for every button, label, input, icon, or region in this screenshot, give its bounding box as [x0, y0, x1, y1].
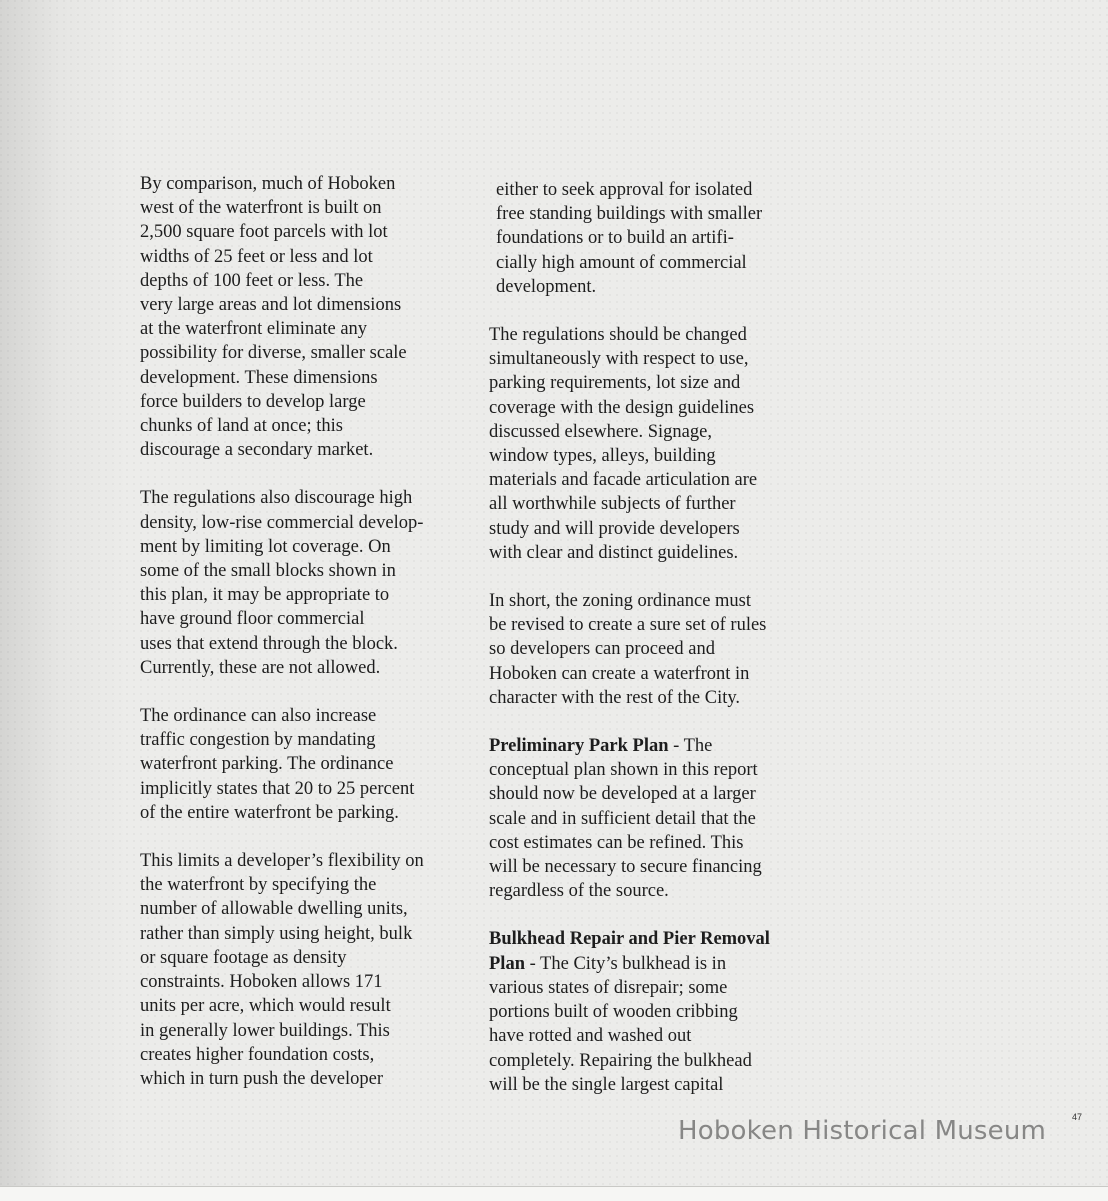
left-column: [140, 172, 455, 1115]
text-line: character with the rest of the City.: [489, 687, 741, 708]
text-line: implicitly states that 20 to 25 percent: [140, 778, 415, 799]
text-line: so developers can proceed and: [489, 639, 716, 660]
text-line: coverage with the design guidelines: [489, 397, 755, 418]
text-line: should now be developed at a larger: [489, 784, 756, 805]
text-line: either to seek approval for isolated: [496, 180, 753, 200]
text-line: widths of 25 feet or less and lot: [140, 246, 373, 267]
text-line: with clear and distinct guidelines.: [489, 542, 739, 563]
text-line: simultaneously with respect to use,: [489, 349, 749, 370]
text-line: have ground floor commercial: [140, 609, 365, 630]
text-line: will be necessary to secure financing: [489, 857, 762, 878]
text-line: window types, alleys, building: [489, 446, 716, 467]
text-line: discussed elsewhere. Signage,: [489, 421, 712, 442]
text-line: [489, 952, 794, 976]
text-line: the waterfront by specifying the: [140, 875, 377, 896]
text-line: Hoboken can create a waterfront in: [489, 663, 750, 684]
text-line: be revised to create a sure set of rules: [489, 615, 767, 636]
text-line: constraints. Hoboken allows 171: [140, 972, 383, 993]
paragraph-developer-flexibility: [140, 849, 455, 1091]
text-line: discourage a secondary market.: [140, 440, 374, 461]
paragraph-regulations-change: [489, 323, 794, 565]
paragraph-lot-dimensions: [140, 172, 455, 462]
text-line: parking requirements, lot size and: [489, 373, 741, 394]
text-line: will be the single largest capital: [489, 1074, 724, 1095]
museum-watermark: Hoboken Historical Museum: [678, 1116, 1047, 1146]
text-line: which in turn push the developer: [140, 1068, 384, 1089]
text-line: completely. Repairing the bulkhead: [489, 1050, 752, 1071]
text-line: in generally lower buildings. This: [140, 1020, 390, 1041]
paragraph-zoning-summary: [489, 589, 794, 710]
text-line: foundations or to build an artifi-: [496, 228, 734, 249]
text-line: In short, the zoning ordinance must: [489, 591, 752, 612]
text-line: creates higher foundation costs,: [140, 1044, 375, 1065]
text-line: have rotted and washed out: [489, 1026, 692, 1047]
text-line: scale and in sufficient detail that the: [489, 808, 756, 829]
text-line: cially high amount of commercial: [496, 252, 747, 273]
text-fragment: - The City’s bulkhead is in: [524, 953, 727, 974]
right-column: [489, 178, 794, 1121]
paragraph-lot-coverage: [140, 486, 455, 680]
section-heading-bulkhead-plan: Bulkhead Repair and Pier Removal: [489, 929, 770, 950]
section-heading-park-plan: Preliminary Park Plan: [489, 736, 669, 757]
text-fragment: - The: [668, 736, 713, 757]
text-line: The regulations should be changed: [489, 325, 747, 346]
text-line: traffic congestion by mandating: [140, 730, 376, 751]
text-line: of the entire waterfront be parking.: [140, 802, 399, 823]
text-line: at the waterfront eliminate any: [140, 319, 368, 340]
text-line: west of the waterfront is built on: [140, 198, 382, 219]
text-line: materials and facade articulation are: [489, 470, 758, 491]
text-line: cost estimates can be refined. This: [489, 832, 744, 853]
text-line: rather than simply using height, bulk: [140, 923, 413, 944]
text-line: some of the small blocks shown in: [140, 561, 396, 582]
text-line: units per acre, which would result: [140, 996, 391, 1017]
text-line: various states of disrepair; some: [489, 977, 728, 998]
text-line: all worthwhile subjects of further: [489, 494, 736, 515]
paragraph-continuation: [489, 178, 794, 299]
text-line: The regulations also discourage high: [140, 488, 413, 509]
text-line: By comparison, much of Hoboken: [140, 174, 396, 194]
page-bottom-edge: [0, 1186, 1108, 1201]
paragraph-bulkhead-plan: [489, 927, 794, 1096]
text-line: free standing buildings with smaller: [496, 204, 763, 225]
text-line: possibility for diverse, smaller scale: [140, 343, 407, 364]
paragraph-park-plan: [489, 734, 794, 903]
text-line: waterfront parking. The ordinance: [140, 754, 394, 775]
text-line: 2,500 square foot parcels with lot: [140, 222, 388, 243]
text-line: conceptual plan shown in this report: [489, 760, 758, 781]
paragraph-traffic-congestion: [140, 704, 455, 825]
text-line: development. These dimensions: [140, 367, 378, 388]
text-line: [489, 734, 794, 758]
text-line: portions built of wooden cribbing: [489, 1002, 738, 1023]
text-line: very large areas and lot dimensions: [140, 295, 402, 316]
text-line: ment by limiting lot coverage. On: [140, 536, 391, 557]
text-line: development.: [496, 276, 597, 297]
text-line: density, low-rise commercial develop-: [140, 512, 424, 533]
page-number: 47: [1072, 1112, 1083, 1122]
text-line: this plan, it may be appropriate to: [140, 585, 390, 606]
text-line: chunks of land at once; this: [140, 416, 343, 437]
text-line: or square footage as density: [140, 947, 347, 968]
section-heading-bulkhead-plan-end: Plan: [489, 953, 525, 974]
text-line: depths of 100 feet or less. The: [140, 270, 364, 291]
text-line: study and will provide developers: [489, 518, 740, 539]
text-line: regardless of the source.: [489, 881, 669, 902]
text-line: force builders to develop large: [140, 391, 366, 412]
text-line: This limits a developer’s flexibility on: [140, 851, 424, 872]
text-line: uses that extend through the block.: [140, 633, 398, 654]
text-line: Currently, these are not allowed.: [140, 657, 381, 678]
text-line: The ordinance can also increase: [140, 706, 377, 727]
text-line: number of allowable dwelling units,: [140, 899, 408, 920]
